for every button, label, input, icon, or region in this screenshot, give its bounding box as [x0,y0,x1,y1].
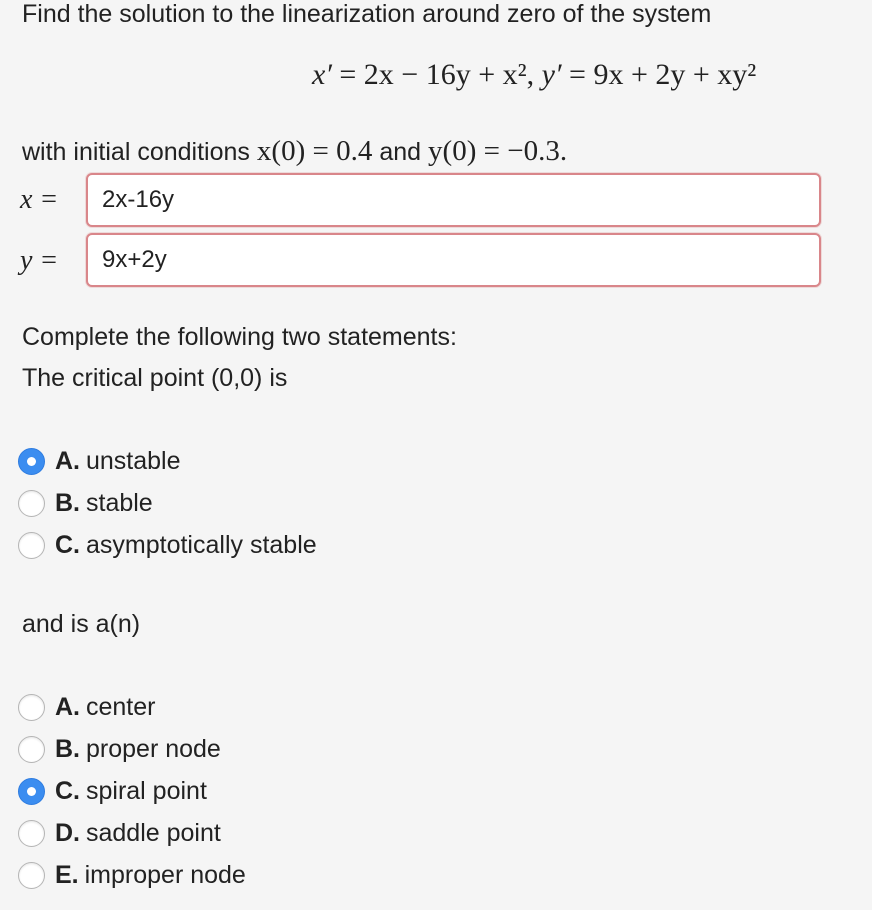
radio-icon[interactable] [18,736,45,763]
stability-option-b[interactable] [18,483,153,523]
initial-conditions [22,135,567,168]
type-option-c[interactable] [18,771,207,811]
radio-selected-icon[interactable] [18,778,45,805]
option-text: unstable [86,446,181,475]
type-option-b[interactable] [18,729,221,769]
type-option-e[interactable] [18,855,246,895]
option-letter: A. [55,446,80,475]
radio-selected-icon[interactable] [18,448,45,475]
question-intro: Find the solution to the linearization around zero of the system [22,0,712,28]
stability-option-a[interactable] [18,441,181,481]
y-prime-rhs: = 9x + 2y + xy² [569,58,757,91]
option-letter: C. [55,776,80,805]
option-letter: A. [55,692,80,721]
ic-and: and [379,138,422,166]
type-option-d[interactable] [18,813,221,853]
x-prime-rhs: = 2x − 16y + x² [339,58,527,91]
option-letter: B. [55,734,80,763]
y-label: y = [20,245,59,276]
y-prime-lhs: y′ [541,58,562,91]
ic-y: y(0) = −0.3. [428,135,568,167]
option-text: stable [86,488,153,517]
y-answer-field[interactable] [86,233,821,287]
option-letter: C. [55,530,80,559]
radio-icon[interactable] [18,490,45,517]
option-letter: D. [55,818,80,847]
critical-point-text: The critical point (0,0) is [22,364,288,392]
radio-icon[interactable] [18,820,45,847]
radio-icon[interactable] [18,694,45,721]
option-text: spiral point [86,776,207,805]
statements-prompt: Complete the following two statements: [22,323,457,351]
x-label: x = [20,184,59,215]
option-letter: E. [55,860,79,889]
type-option-a[interactable] [18,687,155,727]
ic-x: x(0) = 0.4 [256,135,373,167]
option-text: improper node [84,860,246,889]
equation [312,58,756,92]
option-letter: B. [55,488,80,517]
x-prime-lhs: x′ [312,58,332,91]
stability-option-c[interactable] [18,525,317,565]
radio-icon[interactable] [18,532,45,559]
option-text: saddle point [86,818,221,847]
option-text: center [86,692,156,721]
option-text: asymptotically stable [86,530,317,559]
y-answer-input[interactable] [100,245,819,275]
option-text: proper node [86,734,221,763]
and-is-text: and is a(n) [22,610,141,638]
equation-separator: , [526,58,535,91]
x-answer-input[interactable] [100,185,819,215]
initial-prefix: with initial conditions [22,138,250,166]
radio-icon[interactable] [18,862,45,889]
x-answer-field[interactable] [86,173,821,227]
